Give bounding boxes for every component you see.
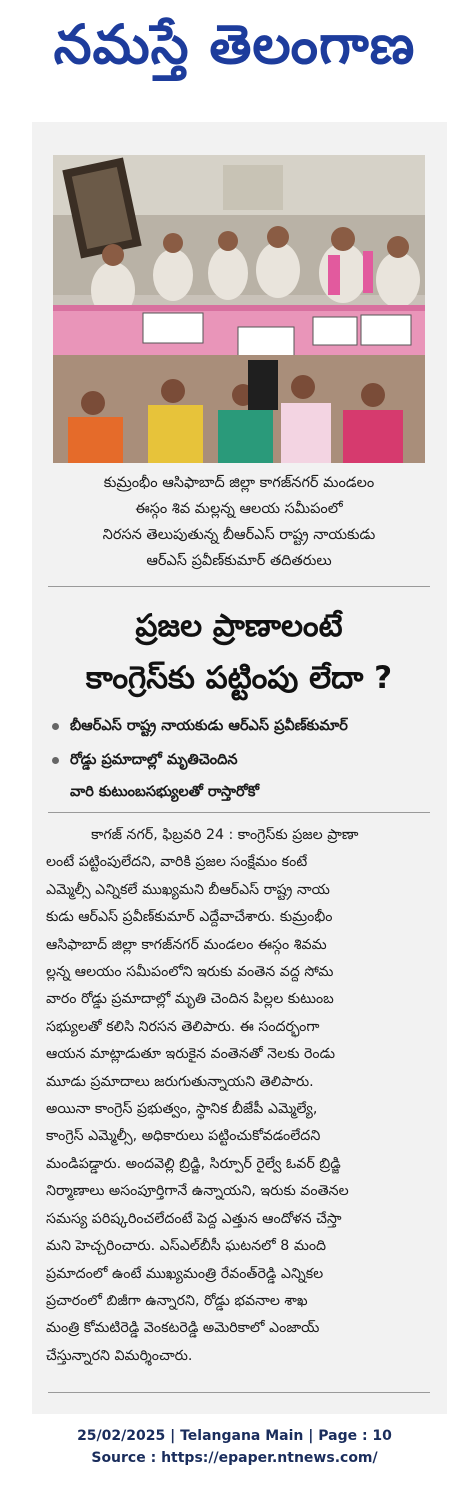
body-line: ఎమ్మెల్సీ ఎన్నికలే ముఖ్యమని బీఆర్‌ఎస్ రాష్ట్ర నాయ <box>46 881 330 898</box>
body-line: కుడు ఆర్‌ఎస్ ప్రవీణ్‌కుమార్ ఎద్దేవాచేశారు. కుమ్రంభీం <box>46 909 333 926</box>
body-line: నిర్మాణాలు అసంపూర్తిగానే ఉన్నాయని, ఇరుకు వంతెనల <box>46 1183 349 1200</box>
bullet-text: బీఆర్‌ఎస్ రాష్ట్ర నాయకుడు ఆర్‌ఎస్ ప్రవీణ్‌కుమార్ <box>70 718 348 734</box>
body-line: ల్లన్న ఆలయం సమీపంలోని ఇరుకు వంతెన వద్ద సోమ <box>46 964 334 981</box>
subheading-bullets <box>52 712 432 806</box>
source-link[interactable]: Source : https://epaper.ntnews.com/ <box>91 1450 378 1466</box>
body-line: మంత్రి కోమటిరెడ్డి వెంకటరెడ్డి అమెరికాలో ఎంజాయ్ <box>46 1320 320 1337</box>
body-line: వారం రోడ్డు ప్రమాదాల్లో మృతి చెందిన పిల్లల కుటుంబ <box>46 991 334 1008</box>
headline-line: కాంగ్రెస్‌కు పట్టింపు లేదా ? <box>85 660 393 696</box>
body-line: లంటే పట్టింపులేదని, వారికి ప్రజల సంక్షేమం కంటే <box>46 854 308 871</box>
body-line: కాంగ్రెస్ ఎమ్మెల్సీ, అధికారులు పట్టించుకోవడంలేదని <box>46 1128 321 1145</box>
photo-caption <box>48 470 430 574</box>
caption-line: ఆర్‌ఎస్ ప్రవీణ్‌కుమార్ తదితరులు <box>146 553 332 569</box>
bullet-item <box>52 712 432 740</box>
bullet-dot-icon <box>52 757 59 764</box>
body-line: సమస్య పరిష్కరించలేదంటే పెద్ద ఎత్తున ఆందోళన చేస్తా <box>46 1210 342 1227</box>
body-line: ప్రచారంలో బిజీగా ఉన్నారని, రోడ్డు భవనాల శాఖ <box>46 1292 308 1309</box>
caption-line: నిరసన తెలుపుతున్న బీఆర్‌ఎస్ రాష్ట్ర నాయకుడు <box>102 527 376 543</box>
body-line: చేస్తున్నారని విమర్శించారు. <box>46 1347 193 1364</box>
divider <box>48 812 430 813</box>
caption-line: కుమ్రంభీం ఆసిఫాబాద్ జిల్లా కాగజ్‌నగర్ మండలం <box>103 475 375 491</box>
protest-photo <box>53 155 425 463</box>
caption-line: ఈస్గం శివ మల్లన్న ఆలయ సమీపంలో <box>135 501 343 517</box>
body-line: కాగజ్ నగర్, ఫిబ్రవరి 24 : కాంగ్రెస్‌కు ప్రజల ప్రాణా <box>46 827 359 843</box>
article-headline <box>48 600 430 704</box>
bullet-item <box>52 746 432 806</box>
body-line: మని హెచ్చరించారు. ఎస్‌ఎల్‌బీసీ ఘటనలో 8 మంది <box>46 1238 327 1255</box>
body-line: ఆయన మాట్లాడుతూ ఇరుకైన వంతెనతో నెలకు రెండు <box>46 1046 336 1063</box>
body-line: అయినా కాంగ్రెస్ ప్రభుత్వం, స్థానిక బీజేపీ ఎమ్మెల్యే, <box>46 1101 318 1118</box>
masthead-title: నమస్తే తెలంగాణ <box>53 13 416 76</box>
body-line: మూడు ప్రమాదాలు జరుగుతున్నాయని తెలిపారు. <box>46 1073 314 1090</box>
divider <box>48 586 430 587</box>
article-body <box>46 822 436 1370</box>
protest-photo-illustration <box>53 155 425 463</box>
footer <box>0 1425 469 1469</box>
body-line: మండిపడ్డారు. అందవెల్లి బ్రిడ్జి, సిర్పూర్ రైల్వే ఓవర్ బ్రిడ్జి <box>46 1155 341 1172</box>
body-line: ఆసిఫాబాద్ జిల్లా కాగజ్‌నగర్ మండలం ఈస్గం శివమ <box>46 936 327 953</box>
bullet-text: రోడ్డు ప్రమాదాల్లో మృతిచెందిన <box>70 752 238 768</box>
body-line: సభ్యులతో కలిసి నిరసన తెలిపారు. ఈ సందర్భంగా <box>46 1018 320 1035</box>
bullet-dot-icon <box>52 723 59 730</box>
body-line: ప్రమాదంలో ఉంటే ముఖ్యమంత్రి రేవంత్‌రెడ్డి ఎన్నికల <box>46 1265 324 1282</box>
bullet-text: వారి కుటుంబసభ్యులతో రాస్తారోకో <box>70 784 260 800</box>
edition-info: 25/02/2025 | Telangana Main | Page : 10 <box>77 1428 392 1444</box>
divider <box>48 1392 430 1393</box>
headline-line: ప్రజల ప్రాణాలంటే <box>135 608 343 644</box>
